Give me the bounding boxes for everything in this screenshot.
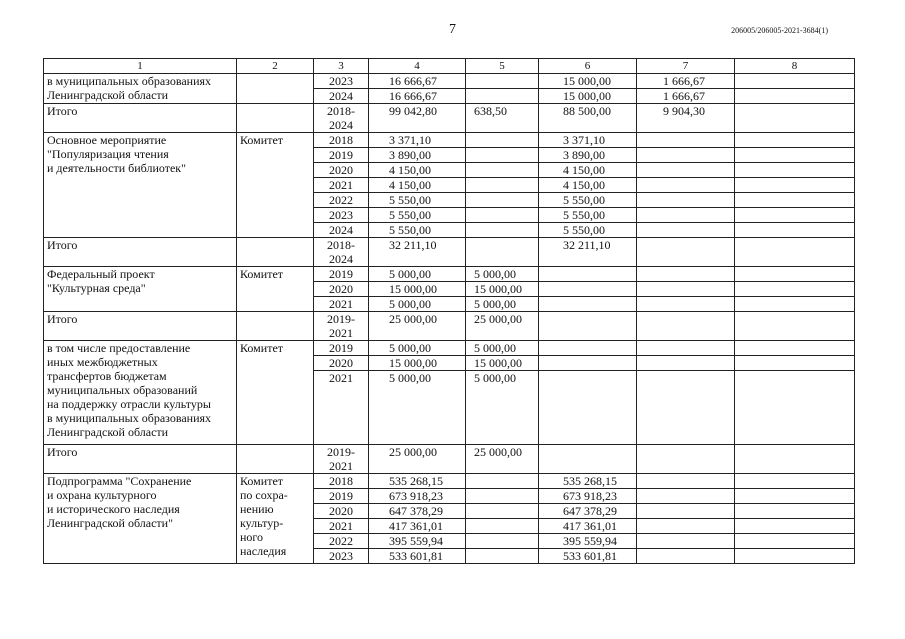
item-name-cell: в том числе предоставление иных межбюджетных трансфертов бюджетам муниципальных образований на поддержку отрасли культуры в муниципальных образованиях Ленинградской области [44, 341, 237, 445]
other-cell [735, 297, 855, 312]
federal-cell [466, 223, 539, 238]
other-cell [735, 474, 855, 489]
regional-cell: 5 550,00 [539, 223, 637, 238]
federal-cell [466, 549, 539, 564]
total-cell: 5 000,00 [369, 297, 466, 312]
regional-cell: 15 000,00 [539, 89, 637, 104]
table-row [44, 474, 855, 489]
total-cell: 5 000,00 [369, 267, 466, 282]
year-cell: 2023 [314, 74, 369, 89]
table-row [44, 238, 855, 267]
local-cell: 9 904,30 [637, 104, 735, 133]
local-cell [637, 178, 735, 193]
budget-table [43, 58, 855, 564]
other-cell [735, 208, 855, 223]
local-cell [637, 489, 735, 504]
federal-cell [466, 148, 539, 163]
other-cell [735, 519, 855, 534]
regional-cell: 395 559,94 [539, 534, 637, 549]
other-cell [735, 504, 855, 519]
year-cell: 2021 [314, 371, 369, 445]
other-cell [735, 178, 855, 193]
column-header: 8 [735, 59, 855, 74]
item-name-cell: Итого [44, 445, 237, 474]
other-cell [735, 534, 855, 549]
table-body [44, 59, 855, 564]
other-cell [735, 341, 855, 356]
regional-cell [539, 341, 637, 356]
other-cell [735, 282, 855, 297]
total-cell: 417 361,01 [369, 519, 466, 534]
federal-cell [466, 519, 539, 534]
total-cell: 3 890,00 [369, 148, 466, 163]
total-cell: 4 150,00 [369, 178, 466, 193]
regional-cell [539, 371, 637, 445]
local-cell [637, 356, 735, 371]
year-cell: 2020 [314, 356, 369, 371]
total-cell: 99 042,80 [369, 104, 466, 133]
regional-cell: 4 150,00 [539, 178, 637, 193]
regional-cell: 88 500,00 [539, 104, 637, 133]
regional-cell [539, 297, 637, 312]
federal-cell [466, 534, 539, 549]
local-cell [637, 282, 735, 297]
local-cell [637, 474, 735, 489]
federal-cell [466, 238, 539, 267]
column-number-row [44, 59, 855, 74]
federal-cell: 25 000,00 [466, 445, 539, 474]
column-header: 5 [466, 59, 539, 74]
total-cell: 5 550,00 [369, 208, 466, 223]
year-cell: 2018- 2024 [314, 238, 369, 267]
year-cell: 2021 [314, 178, 369, 193]
other-cell [735, 104, 855, 133]
regional-cell: 417 361,01 [539, 519, 637, 534]
local-cell: 1 666,67 [637, 89, 735, 104]
total-cell: 32 211,10 [369, 238, 466, 267]
local-cell [637, 238, 735, 267]
federal-cell: 5 000,00 [466, 297, 539, 312]
local-cell [637, 163, 735, 178]
federal-cell [466, 133, 539, 148]
other-cell [735, 223, 855, 238]
total-cell: 395 559,94 [369, 534, 466, 549]
column-header: 6 [539, 59, 637, 74]
federal-cell [466, 489, 539, 504]
table-row [44, 74, 855, 89]
page-number: 7 [449, 22, 456, 37]
regional-cell: 5 550,00 [539, 193, 637, 208]
regional-cell: 5 550,00 [539, 208, 637, 223]
federal-cell: 15 000,00 [466, 356, 539, 371]
year-cell: 2019 [314, 489, 369, 504]
total-cell: 25 000,00 [369, 445, 466, 474]
table-row [44, 104, 855, 133]
year-cell: 2021 [314, 519, 369, 534]
regional-cell [539, 356, 637, 371]
executor-cell [237, 312, 314, 341]
local-cell: 1 666,67 [637, 74, 735, 89]
year-cell: 2019 [314, 267, 369, 282]
column-header: 3 [314, 59, 369, 74]
federal-cell [466, 193, 539, 208]
year-cell: 2018 [314, 133, 369, 148]
total-cell: 647 378,29 [369, 504, 466, 519]
year-cell: 2022 [314, 193, 369, 208]
year-cell: 2020 [314, 282, 369, 297]
item-name-cell: Итого [44, 312, 237, 341]
regional-cell: 3 890,00 [539, 148, 637, 163]
regional-cell [539, 312, 637, 341]
year-cell: 2019 [314, 341, 369, 356]
local-cell [637, 445, 735, 474]
executor-cell [237, 74, 314, 104]
other-cell [735, 445, 855, 474]
executor-cell: Комитет по сохра- нению культур- ного наследия [237, 474, 314, 564]
other-cell [735, 193, 855, 208]
executor-cell [237, 238, 314, 267]
regional-cell [539, 282, 637, 297]
item-name-cell: Основное мероприятие "Популяризация чтения и деятельности библиотек" [44, 133, 237, 238]
total-cell: 15 000,00 [369, 356, 466, 371]
year-cell: 2019- 2021 [314, 445, 369, 474]
other-cell [735, 238, 855, 267]
local-cell [637, 267, 735, 282]
federal-cell: 5 000,00 [466, 371, 539, 445]
executor-cell [237, 104, 314, 133]
regional-cell: 647 378,29 [539, 504, 637, 519]
document-code: 206005/206005-2021-3684(1) [731, 26, 828, 35]
federal-cell [466, 74, 539, 89]
local-cell [637, 133, 735, 148]
year-cell: 2018 [314, 474, 369, 489]
regional-cell [539, 445, 637, 474]
executor-cell [237, 445, 314, 474]
federal-cell [466, 89, 539, 104]
total-cell: 5 550,00 [369, 223, 466, 238]
other-cell [735, 163, 855, 178]
regional-cell [539, 267, 637, 282]
local-cell [637, 504, 735, 519]
total-cell: 673 918,23 [369, 489, 466, 504]
federal-cell [466, 163, 539, 178]
total-cell: 15 000,00 [369, 282, 466, 297]
regional-cell: 32 211,10 [539, 238, 637, 267]
column-header: 4 [369, 59, 466, 74]
other-cell [735, 148, 855, 163]
year-cell: 2023 [314, 549, 369, 564]
federal-cell: 5 000,00 [466, 267, 539, 282]
local-cell [637, 297, 735, 312]
year-cell: 2023 [314, 208, 369, 223]
federal-cell: 25 000,00 [466, 312, 539, 341]
item-name-cell: Итого [44, 238, 237, 267]
total-cell: 16 666,67 [369, 74, 466, 89]
executor-cell: Комитет [237, 267, 314, 312]
year-cell: 2020 [314, 504, 369, 519]
federal-cell [466, 178, 539, 193]
regional-cell: 535 268,15 [539, 474, 637, 489]
regional-cell: 15 000,00 [539, 74, 637, 89]
year-cell: 2021 [314, 297, 369, 312]
local-cell [637, 549, 735, 564]
table-row [44, 133, 855, 148]
year-cell: 2024 [314, 223, 369, 238]
other-cell [735, 89, 855, 104]
year-cell: 2022 [314, 534, 369, 549]
local-cell [637, 193, 735, 208]
other-cell [735, 356, 855, 371]
year-cell: 2019- 2021 [314, 312, 369, 341]
regional-cell: 673 918,23 [539, 489, 637, 504]
year-cell: 2020 [314, 163, 369, 178]
item-name-cell: Подпрограмма "Сохранение и охрана культурного и исторического наследия Ленинградской области" [44, 474, 237, 564]
other-cell [735, 371, 855, 445]
total-cell: 533 601,81 [369, 549, 466, 564]
other-cell [735, 312, 855, 341]
other-cell [735, 267, 855, 282]
total-cell: 4 150,00 [369, 163, 466, 178]
table-row [44, 445, 855, 474]
total-cell: 535 268,15 [369, 474, 466, 489]
total-cell: 25 000,00 [369, 312, 466, 341]
total-cell: 3 371,10 [369, 133, 466, 148]
federal-cell: 5 000,00 [466, 341, 539, 356]
other-cell [735, 549, 855, 564]
federal-cell [466, 208, 539, 223]
local-cell [637, 341, 735, 356]
total-cell: 5 000,00 [369, 371, 466, 445]
executor-cell: Комитет [237, 133, 314, 238]
table-row [44, 312, 855, 341]
federal-cell [466, 504, 539, 519]
federal-cell [466, 474, 539, 489]
column-header: 7 [637, 59, 735, 74]
local-cell [637, 148, 735, 163]
column-header: 1 [44, 59, 237, 74]
year-cell: 2019 [314, 148, 369, 163]
federal-cell: 15 000,00 [466, 282, 539, 297]
other-cell [735, 133, 855, 148]
executor-cell: Комитет [237, 341, 314, 445]
other-cell [735, 489, 855, 504]
total-cell: 5 550,00 [369, 193, 466, 208]
total-cell: 5 000,00 [369, 341, 466, 356]
year-cell: 2024 [314, 89, 369, 104]
column-header: 2 [237, 59, 314, 74]
item-name-cell: Итого [44, 104, 237, 133]
local-cell [637, 223, 735, 238]
local-cell [637, 534, 735, 549]
table-row [44, 267, 855, 282]
other-cell [735, 74, 855, 89]
regional-cell: 533 601,81 [539, 549, 637, 564]
item-name-cell: в муниципальных образованиях Ленинградской области [44, 74, 237, 104]
local-cell [637, 371, 735, 445]
regional-cell: 3 371,10 [539, 133, 637, 148]
regional-cell: 4 150,00 [539, 163, 637, 178]
table-row [44, 341, 855, 356]
federal-cell: 638,50 [466, 104, 539, 133]
item-name-cell: Федеральный проект "Культурная среда" [44, 267, 237, 312]
local-cell [637, 312, 735, 341]
local-cell [637, 519, 735, 534]
total-cell: 16 666,67 [369, 89, 466, 104]
year-cell: 2018- 2024 [314, 104, 369, 133]
local-cell [637, 208, 735, 223]
